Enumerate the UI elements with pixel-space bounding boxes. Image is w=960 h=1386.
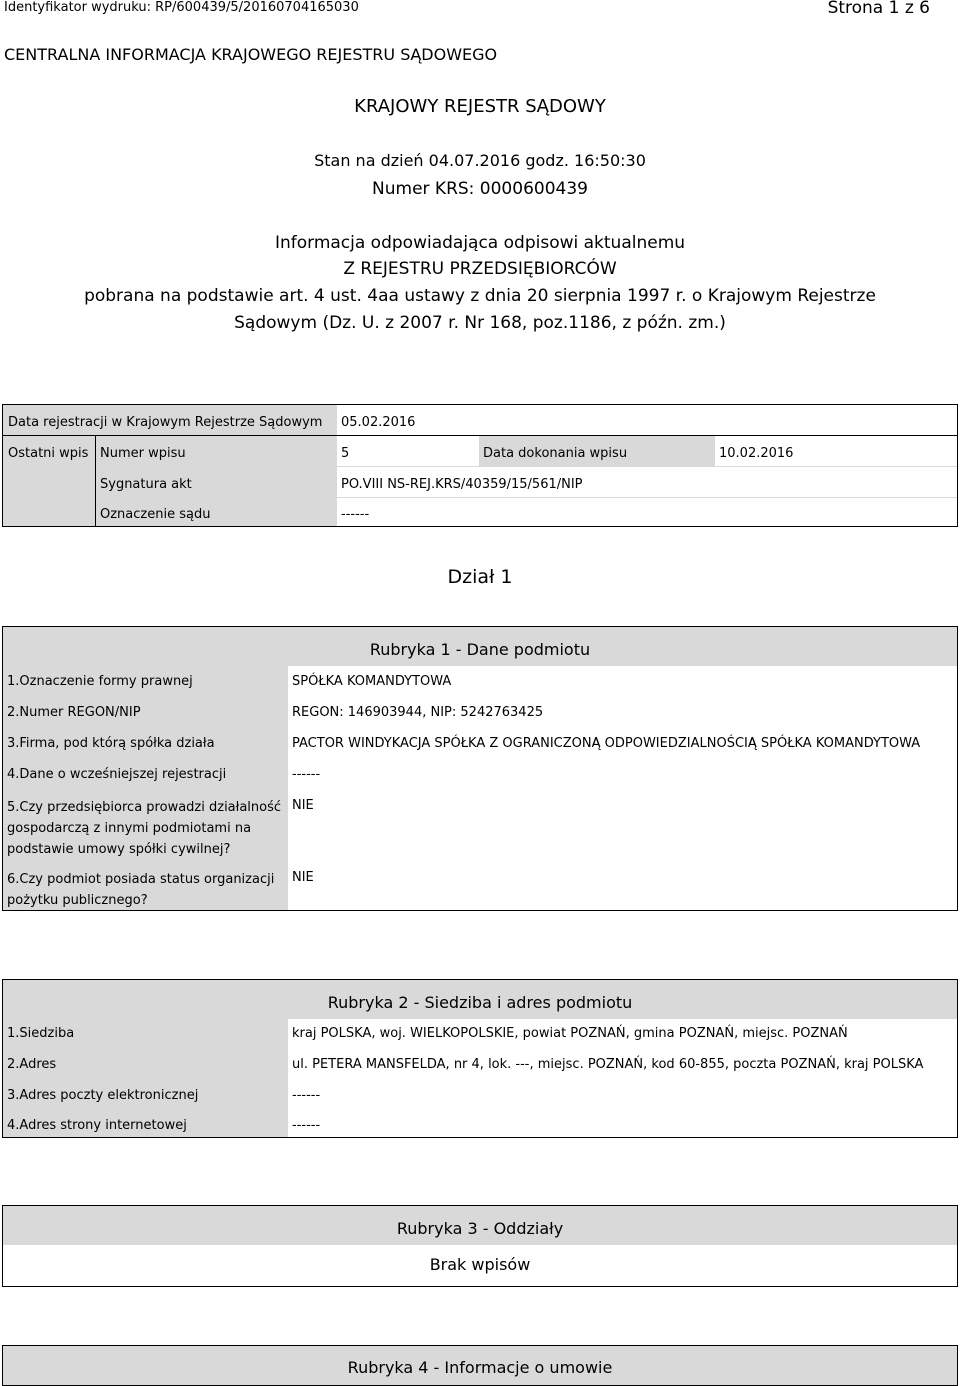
court-label: Oznaczenie sądu bbox=[100, 507, 211, 522]
signature-label: Sygnatura akt bbox=[100, 477, 192, 492]
entry-number-value: 5 bbox=[341, 446, 350, 461]
entry-number-label: Numer wpisu bbox=[100, 446, 186, 461]
r2-label-2: 2.Adres bbox=[7, 1057, 57, 1072]
rubryka-3-box bbox=[2, 1205, 958, 1287]
r1-value-6: NIE bbox=[292, 870, 314, 885]
rubryka-4-box bbox=[2, 1345, 958, 1386]
r1-value-4: ------ bbox=[292, 767, 321, 782]
r2-value-1: kraj POLSKA, woj. WIELKOPOLSKIE, powiat POZNAŃ, gmina POZNAŃ, miejsc. POZNAŃ bbox=[292, 1026, 848, 1041]
r2-value-3: ------ bbox=[292, 1088, 321, 1103]
registration-box bbox=[2, 404, 958, 527]
court-value: ------ bbox=[341, 507, 370, 522]
r1-label-3: 3.Firma, pod którą spółka działa bbox=[7, 736, 215, 751]
info-line-4: Sądowym (Dz. U. z 2007 r. Nr 168, poz.1186, z późn. zm.) bbox=[234, 313, 726, 333]
r1-value-3: PACTOR WINDYKACJA SPÓŁKA Z OGRANICZONĄ ODPOWIEDZIALNOŚCIĄ SPÓŁKA KOMANDYTOWA bbox=[292, 736, 921, 751]
rubryka-2-box bbox=[2, 979, 958, 1138]
rubryka-3-empty: Brak wpisów bbox=[429, 1255, 531, 1274]
r1-label-4: 4.Dane o wcześniejszej rejestracji bbox=[7, 767, 227, 782]
rubryka-1-title: Rubryka 1 - Dane podmiotu bbox=[369, 640, 591, 659]
info-line-1: Informacja odpowiadająca odpisowi aktualnemu bbox=[274, 233, 686, 253]
rubryka-1-box bbox=[2, 626, 958, 911]
rubryka-3-title: Rubryka 3 - Oddziały bbox=[396, 1219, 564, 1238]
info-line-3: pobrana na podstawie art. 4 ust. 4aa ustawy z dnia 20 sierpnia 1997 r. o Krajowym Rejestrze bbox=[84, 286, 876, 306]
print-identifier: Identyfikator wydruku: RP/600439/5/20160704165030 bbox=[4, 0, 359, 15]
r1-label-2: 2.Numer REGON/NIP bbox=[7, 705, 141, 720]
last-entry-label: Ostatni wpis bbox=[8, 446, 89, 461]
document-title: KRAJOWY REJESTR SĄDOWY bbox=[354, 96, 606, 117]
r1-label-6: 6.Czy podmiot posiada status organizacji pożytku publicznego? bbox=[7, 872, 275, 908]
reg-date-value: 05.02.2016 bbox=[341, 415, 416, 430]
status-date: Stan na dzień 04.07.2016 godz. 16:50:30 bbox=[314, 151, 646, 170]
r2-label-4: 4.Adres strony internetowej bbox=[7, 1118, 187, 1133]
signature-value: PO.VIII NS-REJ.KRS/40359/15/561/NIP bbox=[341, 477, 583, 492]
page-number: Strona 1 z 6 bbox=[827, 0, 930, 18]
r1-label-5: 5.Czy przedsiębiorca prowadzi działalność gospodarczą z innymi podmiotami na podstawie umowy spółki cywilnej? bbox=[7, 800, 282, 857]
r2-value-2: ul. PETERA MANSFELDA, nr 4, lok. ---, miejsc. POZNAŃ, kod 60-855, poczta POZNAŃ, kraj POLSKA bbox=[292, 1057, 924, 1072]
institution-name: CENTRALNA INFORMACJA KRAJOWEGO REJESTRU SĄDOWEGO bbox=[4, 45, 498, 64]
r1-value-1: SPÓŁKA KOMANDYTOWA bbox=[292, 674, 452, 689]
reg-date-label: Data rejestracji w Krajowym Rejestrze Sądowym bbox=[8, 415, 323, 430]
r2-label-1: 1.Siedziba bbox=[7, 1026, 75, 1041]
rubryka-4-title: Rubryka 4 - Informacje o umowie bbox=[347, 1358, 613, 1377]
r2-label-3: 3.Adres poczty elektronicznej bbox=[7, 1088, 199, 1103]
section-title: Dział 1 bbox=[447, 566, 513, 588]
r1-value-2: REGON: 146903944, NIP: 5242763425 bbox=[292, 705, 544, 720]
r1-label-1: 1.Oznaczenie formy prawnej bbox=[7, 674, 193, 689]
entry-date-label: Data dokonania wpisu bbox=[483, 446, 628, 461]
krs-number: Numer KRS: 0000600439 bbox=[372, 179, 588, 199]
r2-value-4: ------ bbox=[292, 1118, 321, 1133]
rubryka-2-title: Rubryka 2 - Siedziba i adres podmiotu bbox=[327, 993, 633, 1012]
entry-date-value: 10.02.2016 bbox=[719, 446, 794, 461]
info-line-2: Z REJESTRU PRZEDSIĘBIORCÓW bbox=[343, 259, 617, 279]
r1-value-5: NIE bbox=[292, 798, 314, 813]
